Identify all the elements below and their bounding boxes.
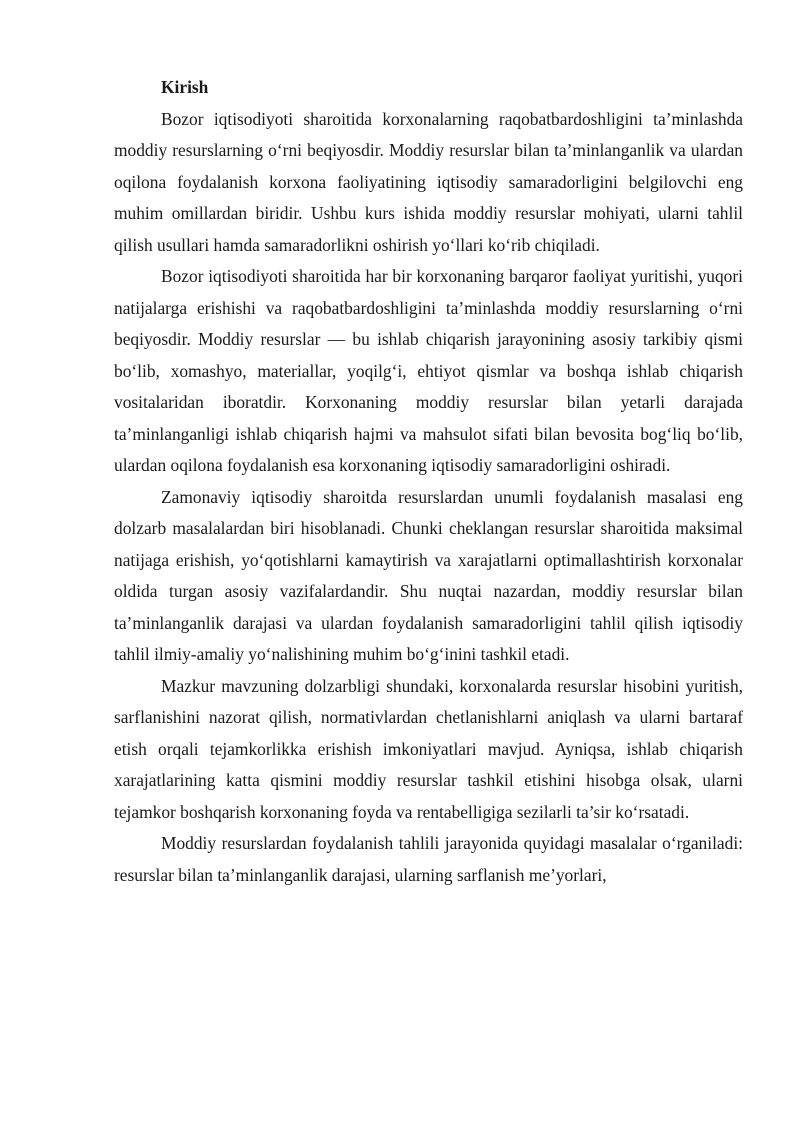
paragraph-relevance: Mazkur mavzuning dolzarbligi shundaki, korxonalarda resurslar hisobini yuritish, sarflanishini nazorat qilish, normativlardan chetlanishlarni aniqlash va ularni bartaraf etish orqali tejamkorlikka erishish imkoniyatlari mavjud. Ayniqsa, ishlab chiqarish xarajatlarining katta qismini moddiy resurslar tashkil etishini hisobga olsak, ularni tejamkor boshqarish korxonaning foyda va rentabelligiga sezilarli ta’sir ko‘rsatadi. xyxy=(114,675,743,822)
paragraph-analysis-issues: Moddiy resurslardan foydalanish tahlili jarayonida quyidagi masalalar o‘rganiladi: resurslar bilan ta’minlanganlik darajasi, ularning sarflanish me’yorlari, xyxy=(114,833,743,885)
paragraph-intro: Bozor iqtisodiyoti sharoitida korxonalarning raqobatbardoshligini ta’minlashda moddiy resurslarning o‘rni beqiyosdir. Moddiy resurslar bilan ta’minlanganlik va ulardan oqilona foydalanish korxona faoliyatining iqtisodiy samaradorligini belgilovchi eng muhim omillardan biridir. Ushbu kurs ishida moddiy resurslar mohiyati, ularni tahlil qilish usullari hamda samaradorlikni oshirish yo‘llari ko‘rib chiqiladi. xyxy=(114,108,743,255)
document-body xyxy=(114,72,743,891)
section-heading: Kirish xyxy=(161,77,209,97)
paragraph-efficiency: Zamonaviy iqtisodiy sharoitda resurslardan unumli foydalanish masalasi eng dolzarb masalalardan biri hisoblanadi. Chunki cheklangan resurslar sharoitida maksimal natijaga erishish, yo‘qotishlarni kamaytirish va xarajatlarni optimallashtirish korxonalar oldida turgan asosiy vazifalardandir. Shu nuqtai nazardan, moddiy resurslar bilan ta’minlanganlik darajasi va ulardan foydalanish samaradorligini tahlil qilish iqtisodiy tahlil ilmiy-amaliy yo‘nalishining muhim bo‘g‘inini tashkil etadi. xyxy=(114,486,743,664)
paragraph-resources-role: Bozor iqtisodiyoti sharoitida har bir korxonaning barqaror faoliyat yuritishi, yuqori natijalarga erishishi va raqobatbardoshligini ta’minlashda moddiy resurslarning o‘rni beqiyosdir. Moddiy resurslar — bu ishlab chiqarish jarayonining asosiy tarkibiy qismi bo‘lib, xomashyo, materiallar, yoqilg‘i, ehtiyot qismlar va boshqa ishlab chiqarish vositalaridan iboratdir. Korxonaning moddiy resurslar bilan yetarli darajada ta’minlanganligi ishlab chiqarish hajmi va mahsulot sifati bilan bevosita bog‘liq bo‘lib, ulardan oqilona foydalanish esa korxonaning iqtisodiy samaradorligini oshiradi. xyxy=(114,266,743,475)
